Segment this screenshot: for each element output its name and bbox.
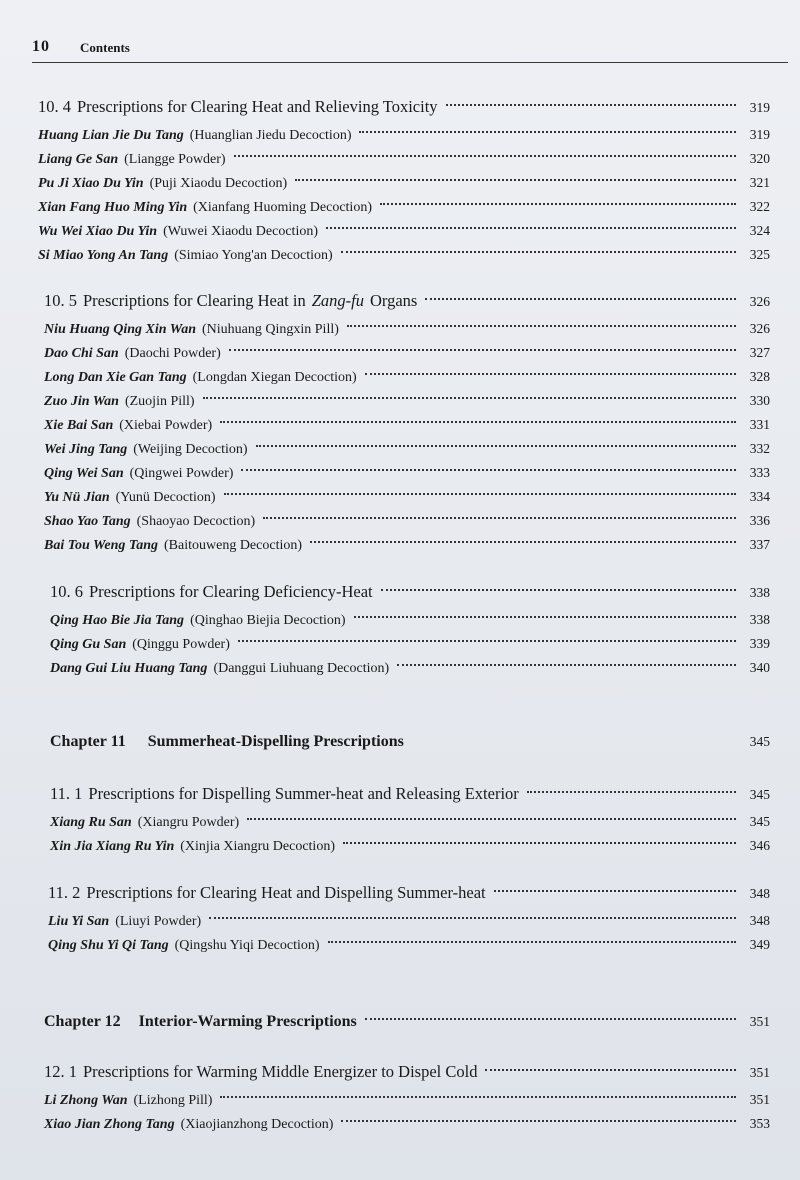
entry-pinyin: Xin Jia Xiang Ru Yin (50, 839, 175, 854)
page-ref: 321 (749, 175, 770, 190)
entry-english: (Longdan Xiegan Decoction) (192, 370, 357, 385)
page-ref: 348 (749, 886, 770, 901)
section-title: Prescriptions for Clearing Heat and Relieving Toxicity (77, 97, 438, 116)
toc-entry[interactable] (38, 243, 770, 267)
entry-pinyin: Xiao Jian Zhong Tang (44, 1117, 175, 1132)
dot-leader (365, 359, 736, 375)
entry-pinyin: Xiang Ru San (50, 815, 132, 830)
dot-leader (238, 626, 736, 642)
section-number: 11. 2 (48, 883, 81, 902)
page-ref: 325 (749, 247, 770, 262)
dot-leader (446, 88, 736, 107)
toc-section-10-6 (50, 578, 770, 680)
dot-leader (347, 311, 736, 327)
entry-english: (Danggui Liuhuang Decoction) (213, 661, 390, 676)
toc-section-11-1 (50, 780, 770, 858)
dot-leader (527, 775, 736, 794)
entry-english: (Qingshu Yiqi Decoction) (174, 938, 320, 953)
entry-english: (Liangge Powder) (124, 152, 226, 167)
page-ref: 346 (749, 838, 770, 853)
page-ref: 348 (749, 913, 770, 928)
running-title: Contents (80, 40, 130, 55)
entry-pinyin: Dang Gui Liu Huang Tang (50, 661, 208, 676)
dot-leader (310, 527, 736, 543)
entry-pinyin: Zuo Jin Wan (44, 394, 119, 409)
page-ref: 338 (749, 585, 770, 600)
entry-english: (Weijing Decoction) (133, 442, 248, 457)
dot-leader (354, 602, 736, 618)
page-ref: 353 (749, 1116, 770, 1131)
dot-leader (341, 1106, 736, 1122)
entry-english: (Shaoyao Decoction) (136, 514, 256, 529)
entry-english: (Qinggu Powder) (132, 637, 230, 652)
leader-space (412, 724, 736, 740)
page-ref: 334 (749, 489, 770, 504)
section-title: Prescriptions for Clearing Heat and Dispelling Summer-heat (86, 883, 486, 902)
entry-english: (Xianfang Huoming Decoction) (193, 200, 372, 215)
page-ref: 340 (749, 660, 770, 675)
toc-section-11-2 (48, 879, 770, 957)
dot-leader (203, 383, 736, 399)
toc-entry[interactable] (50, 656, 770, 680)
entry-english: (Xiaojianzhong Decoction) (180, 1117, 334, 1132)
page-ref: 345 (749, 787, 770, 802)
entry-pinyin: Shao Yao Tang (44, 514, 131, 529)
entry-pinyin: Long Dan Xie Gan Tang (44, 370, 187, 385)
dot-leader (241, 455, 736, 471)
dot-leader (263, 503, 736, 519)
entry-pinyin: Liu Yi San (48, 914, 110, 929)
toc-chapter-12 (44, 1008, 770, 1036)
toc-entry[interactable] (44, 533, 770, 557)
section-title: Prescriptions for Dispelling Summer-heat and Releasing Exterior (88, 784, 519, 803)
chapter-title: Interior-Warming Prescriptions (138, 1013, 357, 1030)
section-number: 12. 1 (44, 1062, 77, 1081)
section-title: Prescriptions for Warming Middle Energizer to Dispel Cold (83, 1062, 478, 1081)
entry-pinyin: Qing Shu Yi Qi Tang (48, 938, 169, 953)
section-title: Prescriptions for Clearing Deficiency-Heat (89, 582, 373, 601)
page-ref: 336 (749, 513, 770, 528)
dot-leader (397, 650, 736, 666)
entry-pinyin: Xian Fang Huo Ming Yin (38, 200, 188, 215)
dot-leader (494, 874, 736, 893)
entry-english: (Liuyi Powder) (115, 914, 202, 929)
dot-leader (359, 117, 736, 133)
dot-leader (425, 282, 736, 301)
dot-leader (485, 1053, 736, 1072)
dot-leader (381, 573, 736, 592)
entry-pinyin: Bai Tou Weng Tang (44, 538, 158, 553)
entry-pinyin: Liang Ge San (38, 152, 119, 167)
page-ref: 320 (749, 151, 770, 166)
toc-section-12-1 (44, 1058, 770, 1136)
dot-leader (234, 141, 736, 157)
dot-leader (220, 1082, 736, 1098)
toc-section-10-5 (44, 287, 770, 557)
page-ref: 326 (749, 321, 770, 336)
entry-english: (Qingwei Powder) (129, 466, 234, 481)
dot-leader (343, 828, 736, 844)
section-number: 10. 6 (50, 582, 83, 601)
page-ref: 319 (749, 100, 770, 115)
toc-entry[interactable] (44, 1112, 770, 1136)
running-head (32, 36, 788, 63)
entry-english: (Lizhong Pill) (133, 1093, 213, 1108)
entry-english: (Baitouweng Decoction) (164, 538, 303, 553)
dot-leader (365, 1002, 736, 1020)
entry-pinyin: Dao Chi San (44, 346, 119, 361)
page-ref: 319 (749, 127, 770, 142)
dot-leader (224, 479, 736, 495)
toc-section-10-4 (38, 93, 770, 267)
entry-pinyin: Qing Hao Bie Jia Tang (50, 613, 185, 628)
entry-english: (Puji Xiaodu Decoction) (149, 176, 288, 191)
entry-pinyin: Si Miao Yong An Tang (38, 248, 169, 263)
section-title-end: Organs (369, 291, 418, 310)
page-ref: 322 (749, 199, 770, 214)
page-ref: 349 (749, 937, 770, 952)
entry-english: (Xinjia Xiangru Decoction) (180, 839, 335, 854)
entry-pinyin: Niu Huang Qing Xin Wan (44, 322, 196, 337)
page-ref: 339 (749, 636, 770, 651)
page-ref: 327 (749, 345, 770, 360)
dot-leader (328, 927, 736, 943)
dot-leader (247, 804, 736, 820)
toc-entry[interactable] (50, 834, 770, 858)
entry-english: (Niuhuang Qingxin Pill) (202, 322, 339, 337)
page-ref: 337 (749, 537, 770, 552)
section-number: 10. 5 (44, 291, 77, 310)
entry-pinyin: Pu Ji Xiao Du Yin (38, 176, 144, 191)
entry-pinyin: Qing Wei San (44, 466, 124, 481)
section-number: 10. 4 (38, 97, 71, 116)
page-ref: 351 (749, 1065, 770, 1080)
entry-english: (Daochi Powder) (124, 346, 221, 361)
chapter-label: Chapter 11 (50, 733, 126, 750)
dot-leader (256, 431, 736, 447)
entry-english: (Yunü Decoction) (115, 490, 216, 505)
chapter-heading[interactable] (44, 1008, 770, 1036)
chapter-label: Chapter 12 (44, 1013, 121, 1030)
page-ref: 332 (749, 441, 770, 456)
entry-english: (Zuojin Pill) (124, 394, 195, 409)
dot-leader (220, 407, 736, 423)
toc-chapter-11 (50, 728, 770, 756)
page-ref: 330 (749, 393, 770, 408)
section-title-italic: Zang-fu (311, 291, 364, 310)
dot-leader (380, 189, 736, 205)
entry-english: (Simiao Yong'an Decoction) (174, 248, 333, 263)
section-title: Prescriptions for Clearing Heat in (83, 291, 306, 310)
page-ref: 324 (749, 223, 770, 238)
entry-english: (Qinghao Biejia Decoction) (190, 613, 346, 628)
entry-pinyin: Xie Bai San (44, 418, 114, 433)
toc-entry[interactable] (48, 933, 770, 957)
page-ref: 351 (749, 1092, 770, 1107)
entry-pinyin: Qing Gu San (50, 637, 127, 652)
entry-english: (Xiebai Powder) (119, 418, 213, 433)
dot-leader (295, 165, 736, 181)
section-number: 11. 1 (50, 784, 83, 803)
entry-english: (Wuwei Xiaodu Decoction) (163, 224, 318, 239)
page-ref: 331 (749, 417, 770, 432)
page-ref: 351 (749, 1014, 770, 1029)
page-ref: 345 (749, 734, 770, 749)
entry-pinyin: Li Zhong Wan (44, 1093, 128, 1108)
entry-english: (Huanglian Jiedu Decoction) (189, 128, 352, 143)
page-ref: 338 (749, 612, 770, 627)
page-ref: 328 (749, 369, 770, 384)
page-ref: 333 (749, 465, 770, 480)
entry-english: (Xiangru Powder) (137, 815, 240, 830)
entry-pinyin: Huang Lian Jie Du Tang (38, 128, 184, 143)
dot-leader (229, 335, 736, 351)
entry-pinyin: Wei Jing Tang (44, 442, 128, 457)
entry-pinyin: Yu Nü Jian (44, 490, 110, 505)
chapter-heading[interactable] (50, 728, 770, 756)
chapter-title: Summerheat-Dispelling Prescriptions (147, 733, 404, 750)
entry-pinyin: Wu Wei Xiao Du Yin (38, 224, 158, 239)
page-ref: 326 (749, 294, 770, 309)
dot-leader (326, 213, 736, 229)
dot-leader (341, 237, 736, 253)
page-number: 10 (32, 38, 50, 55)
page-ref: 345 (749, 814, 770, 829)
dot-leader (209, 903, 736, 919)
